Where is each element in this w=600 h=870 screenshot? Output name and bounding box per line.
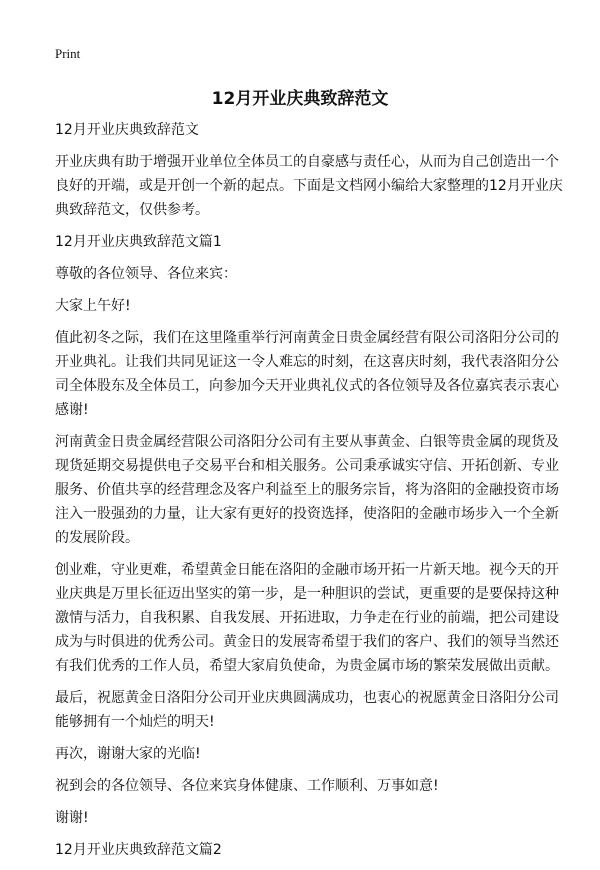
paragraph-line: 大家上午好!	[55, 298, 131, 314]
paragraph	[55, 118, 555, 142]
print-link[interactable]: Print	[55, 46, 81, 61]
paragraph	[55, 558, 559, 678]
paragraph-line: 开业庆典有助于增强开业单位全体员工的自豪感与责任心，从而为自己创造出一个	[55, 154, 559, 170]
paragraph	[55, 262, 555, 286]
paragraph-line: 开业典礼。让我们共同见证这一令人难忘的时刻，在这喜庆时刻，我代表洛阳分公	[55, 354, 559, 370]
paragraph	[55, 774, 555, 798]
paragraph-line: 能够拥有一个灿烂的明天!	[55, 714, 215, 730]
paragraph-line: 尊敬的各位领导、各位来宾：	[55, 266, 237, 282]
paragraph-line: 服务、价值共享的经营理念及客户利益至上的服务宗旨，将为洛阳的金融投资市场	[55, 482, 559, 498]
paragraph	[55, 430, 559, 550]
document-title: 12月开业庆典致辞范文	[211, 89, 389, 109]
paragraph	[55, 326, 559, 422]
paragraph-line: 良好的开端，或是开创一个新的起点。下面是文档网小编给大家整理的12月开业庆	[55, 178, 563, 194]
paragraph-line: 的发展阶段。	[55, 530, 139, 546]
paragraph-line: 有我们优秀的工作人员，希望大家肩负使命，为贵金属市场的繁荣发展做出贡献。	[55, 658, 559, 674]
paragraph-line: 谢谢!	[55, 810, 89, 826]
paragraph-line: 值此初冬之际，我们在这里隆重举行河南黄金日贵金属经营有限公司洛阳分公司的	[55, 330, 559, 346]
paragraph	[55, 294, 555, 318]
paragraph-line: 再次，谢谢大家的光临!	[55, 746, 201, 762]
paragraph-line: 司全体股东及全体员工，向参加今天开业典礼仪式的各位领导及各位嘉宾表示衷心	[55, 378, 559, 394]
paragraph-line: 典致辞范文，仅供参考。	[55, 202, 209, 218]
paragraph-line: 创业难，守业更难，希望黄金日能在洛阳的金融市场开拓一片新天地。视今天的开	[55, 562, 559, 578]
paragraph-line: 祝到会的各位领导、各位来宾身体健康、工作顺利、万事如意!	[55, 778, 439, 794]
paragraph-line: 成为与时俱进的优秀公司。黄金日的发展寄希望于我们的客户、我们的领导当然还	[55, 634, 559, 650]
paragraph-line: 12月开业庆典致辞范文	[55, 122, 199, 138]
paragraph-line: 12月开业庆典致辞范文篇2	[55, 842, 222, 858]
paragraph-line: 最后，祝愿黄金日洛阳分公司开业庆典圆满成功，也衷心的祝愿黄金日洛阳分公司	[55, 690, 559, 706]
paragraph-line: 注入一股强劲的力量，让大家有更好的投资选择，使洛阳的金融市场步入一个全新	[55, 506, 559, 522]
paragraph-line: 业庆典是万里长征迈出坚实的第一步，是一种胆识的尝试，更重要的是要保持这种	[55, 586, 559, 602]
paragraph	[55, 230, 555, 254]
paragraph	[55, 838, 555, 862]
paragraph-line: 河南黄金日贵金属经营限公司洛阳分公司有主要从事黄金、白银等贵金属的现货及	[55, 434, 559, 450]
paragraph	[55, 742, 555, 766]
paragraph-line: 现货延期交易提供电子交易平台和相关服务。公司秉承诚实守信、开拓创新、专业	[55, 458, 559, 474]
paragraph-line: 感谢!	[55, 402, 89, 418]
paragraph	[55, 686, 559, 734]
paragraph	[55, 806, 555, 830]
paragraph-line: 激情与活力，自我积累、自我发展、开拓进取，力争走在行业的前端，把公司建设	[55, 610, 559, 626]
paragraph	[55, 150, 563, 222]
paragraph-line: 12月开业庆典致辞范文篇1	[55, 234, 222, 250]
document-body	[55, 118, 563, 870]
